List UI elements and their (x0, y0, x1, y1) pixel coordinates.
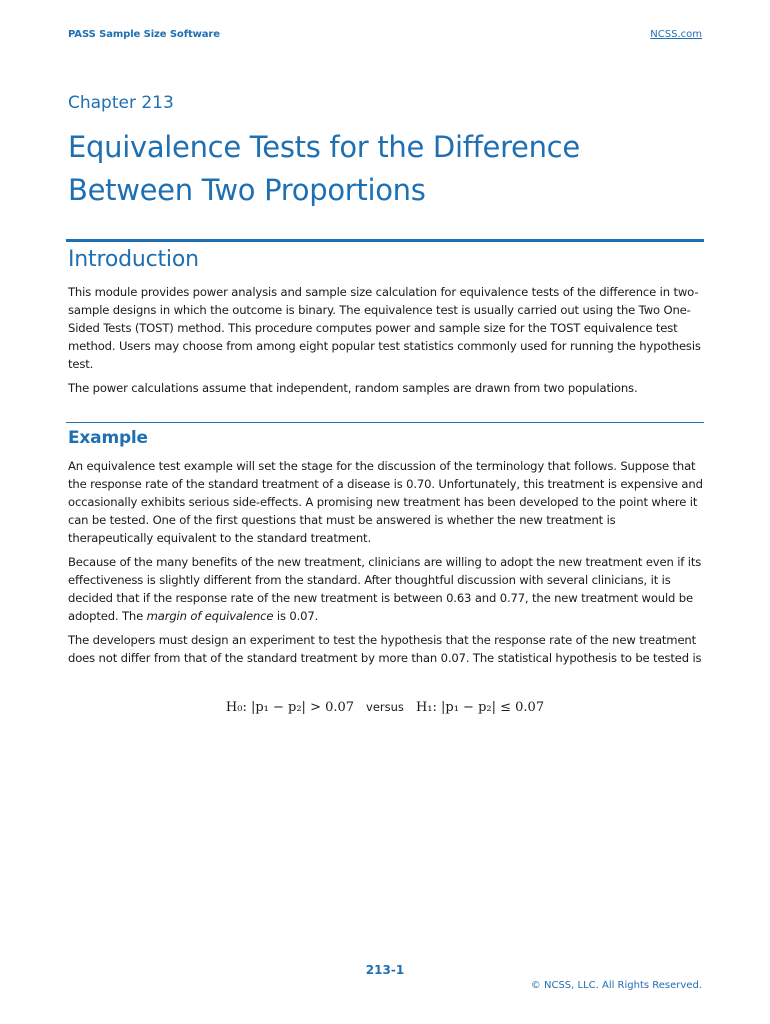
section-divider-thin (66, 422, 704, 423)
null-hypothesis: H₀: |p₁ − p₂| > 0.07 (225, 700, 355, 715)
page-number: 213-1 (365, 963, 405, 977)
page-title (68, 126, 708, 212)
section-divider-thick (66, 239, 704, 242)
introduction-paragraph-2: The power calculations assume that independent, random samples are drawn from two populations. (68, 381, 638, 395)
versus-label: versus (366, 700, 404, 714)
hypothesis-formula (0, 700, 770, 715)
header-software-name: PASS Sample Size Software (68, 29, 220, 40)
copyright-notice: © NCSS, LLC. All Rights Reserved. (530, 980, 702, 991)
margin-of-equivalence-term: margin of equivalence (146, 608, 274, 623)
title-line-1: Equivalence Tests for the Difference (68, 130, 580, 164)
header-ncss-link[interactable]: NCSS.com (650, 29, 702, 40)
introduction-heading: Introduction (68, 247, 199, 272)
example-paragraph-2-text-a: Because of the many benefits of the new treatment, clinicians are willing to adopt the new treatment even if its effectiveness is slightly different from the standard. After thoughtful discussion with several clinicians, it is decided that if the response rate of the new treatment is between 0.63 and 0.77, the new treatment would be adopted. The (68, 555, 702, 623)
example-paragraph-2-text-b: is 0.07. (273, 608, 319, 623)
introduction-paragraph-1: This module provides power analysis and sample size calculation for equivalence tests of the difference in two-sample designs in which the outcome is binary. The equivalence test is usually carried out using the Two One-Sided Tests (TOST) method. This procedure computes power and sample size for the TOST equivalence test method. Users may choose from among eight popular test statistics commonly used for running the hypothesis test. (68, 285, 701, 371)
example-paragraph-3: The developers must design an experiment to test the hypothesis that the response rate of the new treatment does not differ from that of the standard treatment by more than 0.07. The statistical hypothesis to be tested is (68, 633, 702, 665)
example-paragraph-2 (68, 554, 704, 626)
example-heading: Example (68, 428, 148, 448)
alternative-hypothesis: H₁: |p₁ − p₂| ≤ 0.07 (415, 700, 545, 715)
title-line-2: Between Two Proportions (68, 173, 426, 207)
example-paragraph-1: An equivalence test example will set the stage for the discussion of the terminology that follows. Suppose that the response rate of the standard treatment of a disease is 0.70. Unfortunately, this treatment is expensive and occasionally exhibits serious side-effects. A promising new treatment has been developed to the point where it can be tested. One of the first questions that must be answered is whether the new treatment is therapeutically equivalent to the standard treatment. (68, 459, 703, 545)
chapter-label: Chapter 213 (68, 93, 174, 113)
